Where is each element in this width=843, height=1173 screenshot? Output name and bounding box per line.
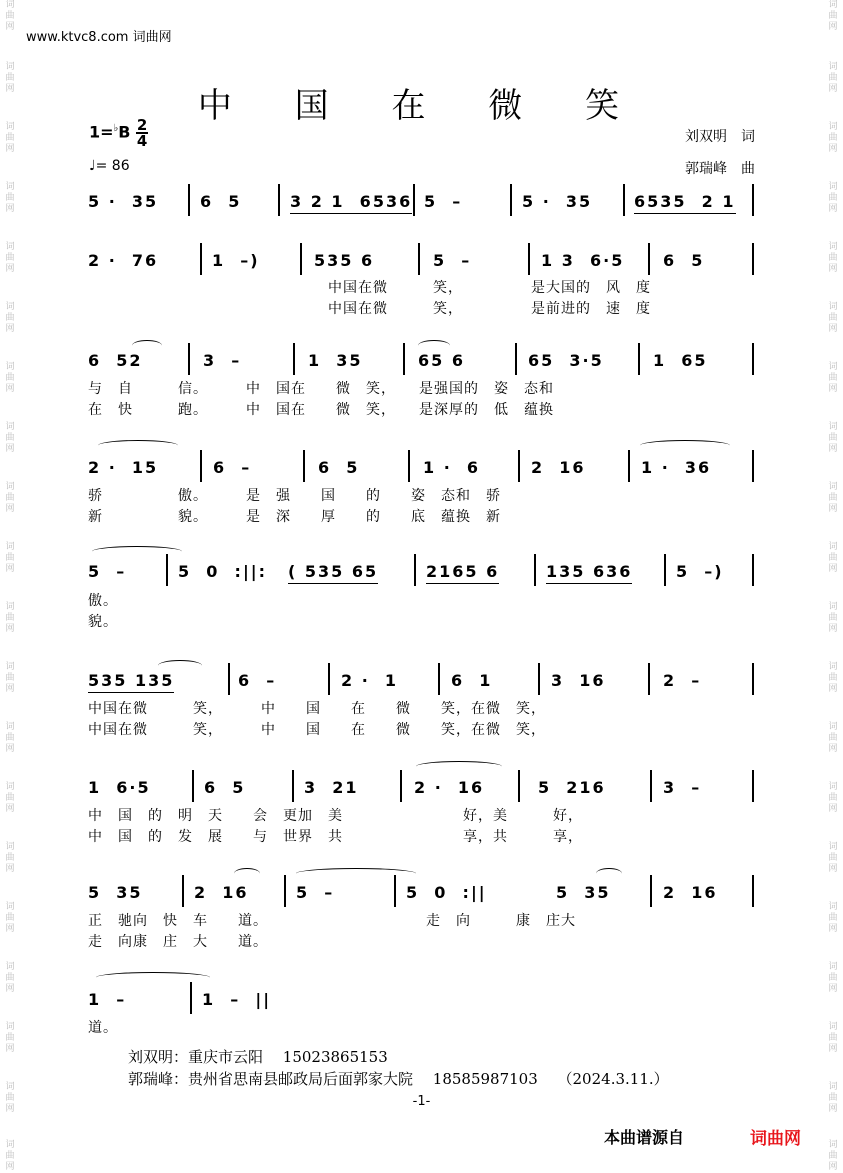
watermark-left: 词 曲 网 [5,302,15,334]
watermark-left: 词 曲 网 [5,1140,15,1172]
barline [650,875,652,907]
flat-sign: ♭ [113,123,119,135]
measure: 1 – || [202,990,272,1009]
barline [182,875,184,907]
barline [664,554,666,586]
measure: 535 135 [88,671,174,693]
measure: 2 16 [531,458,586,477]
watermark-left: 词 曲 网 [5,1022,15,1054]
barline [200,450,202,482]
barline [284,875,286,907]
lyric-line: 傲。 [88,593,118,609]
lyric-line: 骄 傲。 是 强 国 的 姿 态和 骄 [88,488,501,504]
barline [400,770,402,802]
watermark-right: 词 曲 网 [828,842,838,874]
score-row-5 [88,562,756,592]
watermark-right: 词 曲 网 [828,1140,838,1172]
barline [414,554,416,586]
barline [293,343,295,375]
watermark-left: 词 曲 网 [5,182,15,214]
watermark-left: 词 曲 网 [5,422,15,454]
barline [518,770,520,802]
site-header[interactable]: www.ktvc8.com 词曲网 [26,30,172,45]
barline [538,663,540,695]
barline [650,770,652,802]
barline [192,770,194,802]
slur [132,340,162,351]
measure: 5 216 [538,778,606,797]
watermark-right: 词 曲 网 [828,1082,838,1114]
slur [418,340,450,351]
measure: 6 52 [88,351,143,370]
barline [408,450,410,482]
barline [628,450,630,482]
page-number: -1- [412,1094,431,1109]
barline [438,663,440,695]
measure: 2 16 [663,883,718,902]
measure: 1 –) [212,251,260,270]
measure: 5 – [88,562,127,581]
composer: 郭瑞峰 曲 [685,161,755,177]
slur [96,972,210,983]
lyric-line: 正 驰向 快 车 道。 走 向 康 庄大 [88,913,576,929]
footer-contact-2: 郭瑞峰：贵州省思南县邮政局后面郭家大院 18585987103 （2024.3.11.） [128,1070,669,1088]
watermark-right: 词 曲 网 [828,602,838,634]
score-row-4 [88,458,756,488]
time-signature [136,118,148,148]
lyric-line: 中国在微 笑， 是前进的 速 度 [88,301,651,317]
watermark-right: 词 曲 网 [828,782,838,814]
measure: 5 –) [676,562,724,581]
key-signature [89,118,148,148]
lyric-line: 中 国 的 发 展 与 世界 共 享，共 享， [88,829,583,845]
measure: ( 535 65 [288,562,378,584]
measure: 6535 2 1 [634,192,736,214]
watermark-left: 词 曲 网 [5,482,15,514]
measure: 3 21 [304,778,359,797]
measure: 5 35 [88,883,143,902]
lyric-line: 在 快 跑。 中 国在 微 笑， 是深厚的 低 蕴换 [88,402,554,418]
barline [303,450,305,482]
watermark-right: 词 曲 网 [828,362,838,394]
watermark-left: 词 曲 网 [5,662,15,694]
brand-logo[interactable]: 词曲网 [750,1129,801,1149]
time-top: 2 [136,116,148,134]
barline [188,184,190,216]
barline [638,343,640,375]
key-prefix: 1= [89,122,114,142]
slur [296,868,416,879]
measure: 65 6 [418,351,465,370]
barline [394,875,396,907]
measure: 6 5 [318,458,360,477]
measure: 6 1 [451,671,493,690]
measure: 1 65 [653,351,708,370]
measure: 5 35 [556,883,611,902]
barline [752,243,754,275]
barline [403,343,405,375]
measure: 6 – [238,671,277,690]
watermark-right: 词 曲 网 [828,302,838,334]
tempo-marking [89,158,130,174]
barline [752,770,754,802]
watermark-left: 词 曲 网 [5,362,15,394]
measure: 3 2 1 6536 [290,192,412,214]
barline [648,663,650,695]
footer-contact-1: 刘双明：重庆市云阳 15023865153 [128,1048,388,1066]
measure: 6 5 [200,192,242,211]
barline [292,770,294,802]
barline [752,343,754,375]
lyric-line: 貌。 [88,614,118,630]
barline [300,243,302,275]
lyric-line: 中国在微 笑， 中 国 在 微 笑，在微 笑， [88,701,546,717]
measure: 2 · 16 [414,778,485,797]
lyric-line: 走 向康 庄 大 道。 [88,934,268,950]
measure: 2 – [663,671,702,690]
watermark-right: 词 曲 网 [828,422,838,454]
lyric-line: 中国在微 笑， 中 国 在 微 笑，在微 笑， [88,722,546,738]
watermark-left: 词 曲 网 [5,242,15,274]
slur [640,440,730,451]
watermark-right: 词 曲 网 [828,722,838,754]
barline [752,184,754,216]
watermark-left: 词 曲 网 [5,602,15,634]
score-row-3 [88,351,756,381]
watermark-left: 词 曲 网 [5,842,15,874]
barline [534,554,536,586]
measure: 5 · 35 [522,192,593,211]
watermark-left: 词 曲 网 [5,542,15,574]
measure: 5 – [424,192,463,211]
slur [92,546,182,557]
score-row-7 [88,778,756,808]
measure: 2 · 15 [88,458,159,477]
measure: 1 · 6 [423,458,481,477]
source-label: 本曲谱源自 [604,1128,685,1147]
lyric-line: 新 貌。 是 深 厚 的 底 蕴换 新 [88,509,501,525]
lyric-line: 中 国 的 明 天 会 更加 美 好，美 好， [88,808,583,824]
barline [190,982,192,1014]
watermark-left: 词 曲 网 [5,962,15,994]
barline [752,875,754,907]
barline [200,243,202,275]
barline [752,450,754,482]
barline [413,184,415,216]
measure: 6 5 [204,778,246,797]
watermark-left: 词 曲 网 [5,782,15,814]
quarter-note-icon: ♩ [89,158,96,174]
measure: 2 16 [194,883,249,902]
barline [515,343,517,375]
barline [278,184,280,216]
lyric-line: 中国在微 笑， 是大国的 风 度 [88,280,651,296]
score-row-9 [88,990,756,1020]
barline [328,663,330,695]
measure: 1 · 36 [641,458,712,477]
watermark-right: 词 曲 网 [828,662,838,694]
watermark-right: 词 曲 网 [828,1022,838,1054]
watermark-left: 词 曲 网 [5,122,15,154]
measure: 2 · 1 [341,671,399,690]
measure: 3 – [663,778,702,797]
barline [752,554,754,586]
measure: 1 3 6·5 [541,251,625,270]
score-row-1 [88,192,756,222]
measure: 3 16 [551,671,606,690]
score-row-8 [88,883,756,913]
watermark-left: 词 曲 网 [5,0,15,32]
tempo-value: = 86 [95,158,130,174]
barline [752,663,754,695]
watermark-right: 词 曲 网 [828,482,838,514]
lyricist: 刘双明 词 [685,129,755,145]
barline [418,243,420,275]
key-note: B [118,122,131,142]
slur [158,660,202,671]
slur [234,868,260,879]
barline [518,450,520,482]
measure: 5 0 :||: [178,562,268,581]
measure: 535 6 [314,251,375,270]
measure: 1 – [88,990,127,1009]
barline [228,663,230,695]
song-title: 中 国 在 微 笑 [197,86,646,126]
lyric-line: 与 自 信。 中 国在 微 笑， 是强国的 姿 态和 [88,381,554,397]
measure: 5 0 :|| [406,883,487,902]
measure: 5 – [433,251,472,270]
barline [528,243,530,275]
slur [416,761,502,772]
time-bottom: 4 [136,132,148,150]
measure: 65 3·5 [528,351,604,370]
slur [596,868,622,879]
measure: 3 – [203,351,242,370]
watermark-right: 词 曲 网 [828,242,838,274]
watermark-right: 词 曲 网 [828,62,838,94]
measure: 2 · 76 [88,251,159,270]
watermark-left: 词 曲 网 [5,902,15,934]
watermark-right: 词 曲 网 [828,542,838,574]
measure: 6 5 [663,251,705,270]
measure: 5 · 35 [88,192,159,211]
barline [510,184,512,216]
barline [188,343,190,375]
lyric-line: 道。 [88,1020,118,1036]
barline [648,243,650,275]
watermark-right: 词 曲 网 [828,122,838,154]
watermark-left: 词 曲 网 [5,62,15,94]
measure: 2165 6 [426,562,499,584]
watermark-left: 词 曲 网 [5,722,15,754]
barline [623,184,625,216]
score-row-6 [88,671,756,701]
measure: 1 35 [308,351,363,370]
barline [166,554,168,586]
measure: 5 – [296,883,335,902]
slur [98,440,178,451]
watermark-right: 词 曲 网 [828,962,838,994]
watermark-left: 词 曲 网 [5,1082,15,1114]
measure: 135 636 [546,562,632,584]
measure: 1 6·5 [88,778,151,797]
watermark-right: 词 曲 网 [828,902,838,934]
measure: 6 – [213,458,252,477]
watermark-right: 词 曲 网 [828,182,838,214]
watermark-right: 词 曲 网 [828,0,838,32]
